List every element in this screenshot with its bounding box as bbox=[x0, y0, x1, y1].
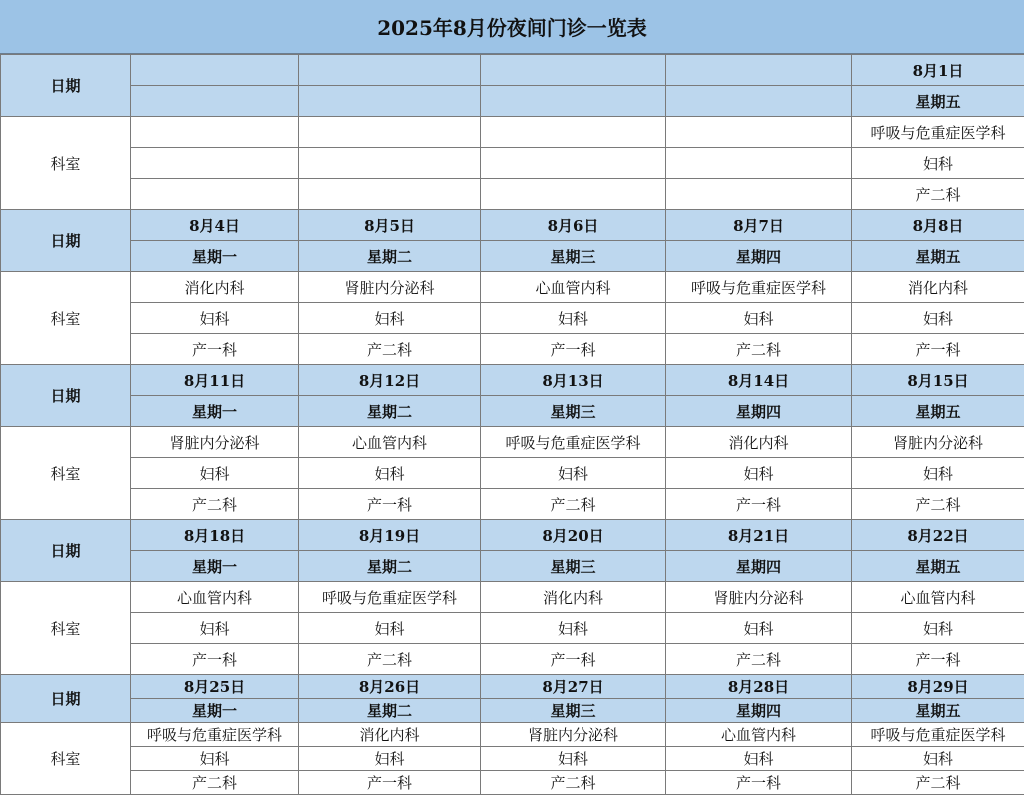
department-cell bbox=[481, 148, 666, 179]
department-row bbox=[1, 458, 1024, 489]
department-cell: 心血管内科 bbox=[299, 427, 481, 458]
department-cell: 妇科 bbox=[481, 613, 666, 644]
department-cell: 产二科 bbox=[299, 644, 481, 675]
department-cell bbox=[131, 179, 299, 210]
department-cell bbox=[299, 148, 481, 179]
department-cell: 妇科 bbox=[481, 458, 666, 489]
schedule-body bbox=[1, 55, 1024, 795]
department-cell: 肾脏内分泌科 bbox=[666, 582, 852, 613]
department-cell bbox=[131, 148, 299, 179]
weekday-cell bbox=[299, 86, 481, 117]
date-cell: 8月27日 bbox=[481, 675, 666, 699]
date-cell: 8月18日 bbox=[131, 520, 299, 551]
department-row-label: 科室 bbox=[1, 427, 131, 520]
department-cell: 产二科 bbox=[299, 334, 481, 365]
department-cell: 产二科 bbox=[131, 771, 299, 795]
department-cell: 产二科 bbox=[131, 489, 299, 520]
date-row bbox=[1, 55, 1024, 86]
department-cell bbox=[131, 117, 299, 148]
department-cell: 呼吸与危重症医学科 bbox=[852, 117, 1024, 148]
date-cell: 8月7日 bbox=[666, 210, 852, 241]
weekday-cell: 星期二 bbox=[299, 699, 481, 723]
department-cell: 妇科 bbox=[852, 613, 1024, 644]
department-cell: 肾脏内分泌科 bbox=[131, 427, 299, 458]
department-cell: 心血管内科 bbox=[666, 723, 852, 747]
department-row-label: 科室 bbox=[1, 272, 131, 365]
department-cell: 肾脏内分泌科 bbox=[852, 427, 1024, 458]
department-cell: 产二科 bbox=[481, 771, 666, 795]
department-cell: 妇科 bbox=[481, 747, 666, 771]
sheet-title: 2025年8月份夜间门诊一览表 bbox=[0, 0, 1024, 54]
date-cell: 8月21日 bbox=[666, 520, 852, 551]
department-cell: 产一科 bbox=[299, 771, 481, 795]
date-cell: 8月6日 bbox=[481, 210, 666, 241]
department-cell bbox=[666, 179, 852, 210]
department-cell bbox=[666, 148, 852, 179]
department-row bbox=[1, 644, 1024, 675]
department-cell: 妇科 bbox=[299, 747, 481, 771]
department-cell: 产一科 bbox=[852, 644, 1024, 675]
department-cell: 消化内科 bbox=[481, 582, 666, 613]
date-cell bbox=[666, 55, 852, 86]
weekday-cell: 星期二 bbox=[299, 396, 481, 427]
department-cell: 妇科 bbox=[852, 303, 1024, 334]
department-cell: 妇科 bbox=[852, 747, 1024, 771]
department-cell: 妇科 bbox=[299, 303, 481, 334]
weekday-cell: 星期五 bbox=[852, 551, 1024, 582]
weekday-cell bbox=[666, 86, 852, 117]
date-cell: 8月12日 bbox=[299, 365, 481, 396]
weekday-cell bbox=[481, 86, 666, 117]
department-cell: 产二科 bbox=[852, 771, 1024, 795]
department-cell bbox=[481, 179, 666, 210]
department-cell: 妇科 bbox=[299, 458, 481, 489]
department-cell: 消化内科 bbox=[666, 427, 852, 458]
date-row-label: 日期 bbox=[1, 210, 131, 272]
weekday-cell: 星期一 bbox=[131, 699, 299, 723]
date-cell: 8月19日 bbox=[299, 520, 481, 551]
weekday-cell: 星期三 bbox=[481, 699, 666, 723]
department-cell: 产一科 bbox=[666, 489, 852, 520]
department-row bbox=[1, 303, 1024, 334]
date-cell: 8月25日 bbox=[131, 675, 299, 699]
date-cell: 8月8日 bbox=[852, 210, 1024, 241]
date-cell: 8月15日 bbox=[852, 365, 1024, 396]
department-cell: 消化内科 bbox=[131, 272, 299, 303]
date-row bbox=[1, 365, 1024, 396]
weekday-cell bbox=[131, 86, 299, 117]
date-row-label: 日期 bbox=[1, 365, 131, 427]
department-cell: 呼吸与危重症医学科 bbox=[666, 272, 852, 303]
date-cell: 8月11日 bbox=[131, 365, 299, 396]
department-cell: 消化内科 bbox=[299, 723, 481, 747]
department-cell: 产一科 bbox=[481, 644, 666, 675]
date-cell: 8月1日 bbox=[852, 55, 1024, 86]
department-cell: 妇科 bbox=[131, 747, 299, 771]
date-row bbox=[1, 210, 1024, 241]
department-cell bbox=[299, 117, 481, 148]
weekday-cell: 星期五 bbox=[852, 396, 1024, 427]
department-cell: 产一科 bbox=[481, 334, 666, 365]
date-cell: 8月26日 bbox=[299, 675, 481, 699]
weekday-cell: 星期四 bbox=[666, 241, 852, 272]
department-cell bbox=[299, 179, 481, 210]
weekday-row bbox=[1, 699, 1024, 723]
department-cell: 产二科 bbox=[481, 489, 666, 520]
department-cell: 产二科 bbox=[852, 179, 1024, 210]
department-cell: 肾脏内分泌科 bbox=[481, 723, 666, 747]
weekday-cell: 星期一 bbox=[131, 396, 299, 427]
date-row bbox=[1, 520, 1024, 551]
department-cell: 妇科 bbox=[131, 458, 299, 489]
weekday-cell: 星期三 bbox=[481, 551, 666, 582]
date-row-label: 日期 bbox=[1, 520, 131, 582]
department-row bbox=[1, 179, 1024, 210]
date-cell bbox=[131, 55, 299, 86]
department-cell: 心血管内科 bbox=[852, 582, 1024, 613]
department-cell: 妇科 bbox=[852, 458, 1024, 489]
department-row-label: 科室 bbox=[1, 117, 131, 210]
date-cell bbox=[299, 55, 481, 86]
department-cell: 产二科 bbox=[666, 334, 852, 365]
weekday-cell: 星期四 bbox=[666, 551, 852, 582]
department-cell: 呼吸与危重症医学科 bbox=[852, 723, 1024, 747]
department-cell: 产二科 bbox=[852, 489, 1024, 520]
date-cell: 8月14日 bbox=[666, 365, 852, 396]
department-cell: 呼吸与危重症医学科 bbox=[299, 582, 481, 613]
date-cell: 8月4日 bbox=[131, 210, 299, 241]
department-cell: 肾脏内分泌科 bbox=[299, 272, 481, 303]
weekday-cell: 星期四 bbox=[666, 699, 852, 723]
weekday-cell: 星期三 bbox=[481, 241, 666, 272]
department-cell: 呼吸与危重症医学科 bbox=[481, 427, 666, 458]
department-row bbox=[1, 148, 1024, 179]
department-row bbox=[1, 771, 1024, 795]
department-cell: 妇科 bbox=[299, 613, 481, 644]
date-cell: 8月5日 bbox=[299, 210, 481, 241]
department-row bbox=[1, 334, 1024, 365]
date-row bbox=[1, 675, 1024, 699]
weekday-row bbox=[1, 241, 1024, 272]
department-cell bbox=[666, 117, 852, 148]
department-row bbox=[1, 272, 1024, 303]
weekday-cell: 星期五 bbox=[852, 86, 1024, 117]
department-row bbox=[1, 117, 1024, 148]
weekday-row bbox=[1, 396, 1024, 427]
date-cell bbox=[481, 55, 666, 86]
weekday-cell: 星期二 bbox=[299, 241, 481, 272]
department-cell: 产一科 bbox=[852, 334, 1024, 365]
weekday-row bbox=[1, 86, 1024, 117]
department-cell: 妇科 bbox=[481, 303, 666, 334]
department-row-label: 科室 bbox=[1, 582, 131, 675]
date-row-label: 日期 bbox=[1, 55, 131, 117]
department-row-label: 科室 bbox=[1, 723, 131, 795]
department-cell: 产一科 bbox=[131, 644, 299, 675]
schedule-table bbox=[0, 54, 1024, 795]
department-cell: 呼吸与危重症医学科 bbox=[131, 723, 299, 747]
weekday-cell: 星期三 bbox=[481, 396, 666, 427]
department-cell: 妇科 bbox=[852, 148, 1024, 179]
department-cell: 妇科 bbox=[666, 458, 852, 489]
weekday-cell: 星期一 bbox=[131, 551, 299, 582]
weekday-cell: 星期五 bbox=[852, 241, 1024, 272]
date-row-label: 日期 bbox=[1, 675, 131, 723]
date-cell: 8月22日 bbox=[852, 520, 1024, 551]
department-row bbox=[1, 723, 1024, 747]
department-cell: 妇科 bbox=[666, 303, 852, 334]
department-cell: 产一科 bbox=[131, 334, 299, 365]
weekday-cell: 星期一 bbox=[131, 241, 299, 272]
department-row bbox=[1, 582, 1024, 613]
department-row bbox=[1, 613, 1024, 644]
department-cell: 妇科 bbox=[131, 303, 299, 334]
weekday-cell: 星期五 bbox=[852, 699, 1024, 723]
department-cell: 产一科 bbox=[299, 489, 481, 520]
weekday-cell: 星期四 bbox=[666, 396, 852, 427]
department-cell bbox=[481, 117, 666, 148]
department-cell: 妇科 bbox=[131, 613, 299, 644]
department-cell: 心血管内科 bbox=[481, 272, 666, 303]
date-cell: 8月29日 bbox=[852, 675, 1024, 699]
department-row bbox=[1, 747, 1024, 771]
department-row bbox=[1, 427, 1024, 458]
date-cell: 8月13日 bbox=[481, 365, 666, 396]
department-row bbox=[1, 489, 1024, 520]
date-cell: 8月28日 bbox=[666, 675, 852, 699]
department-cell: 产一科 bbox=[666, 771, 852, 795]
department-cell: 妇科 bbox=[666, 613, 852, 644]
department-cell: 消化内科 bbox=[852, 272, 1024, 303]
department-cell: 产二科 bbox=[666, 644, 852, 675]
department-cell: 心血管内科 bbox=[131, 582, 299, 613]
weekday-row bbox=[1, 551, 1024, 582]
date-cell: 8月20日 bbox=[481, 520, 666, 551]
weekday-cell: 星期二 bbox=[299, 551, 481, 582]
department-cell: 妇科 bbox=[666, 747, 852, 771]
